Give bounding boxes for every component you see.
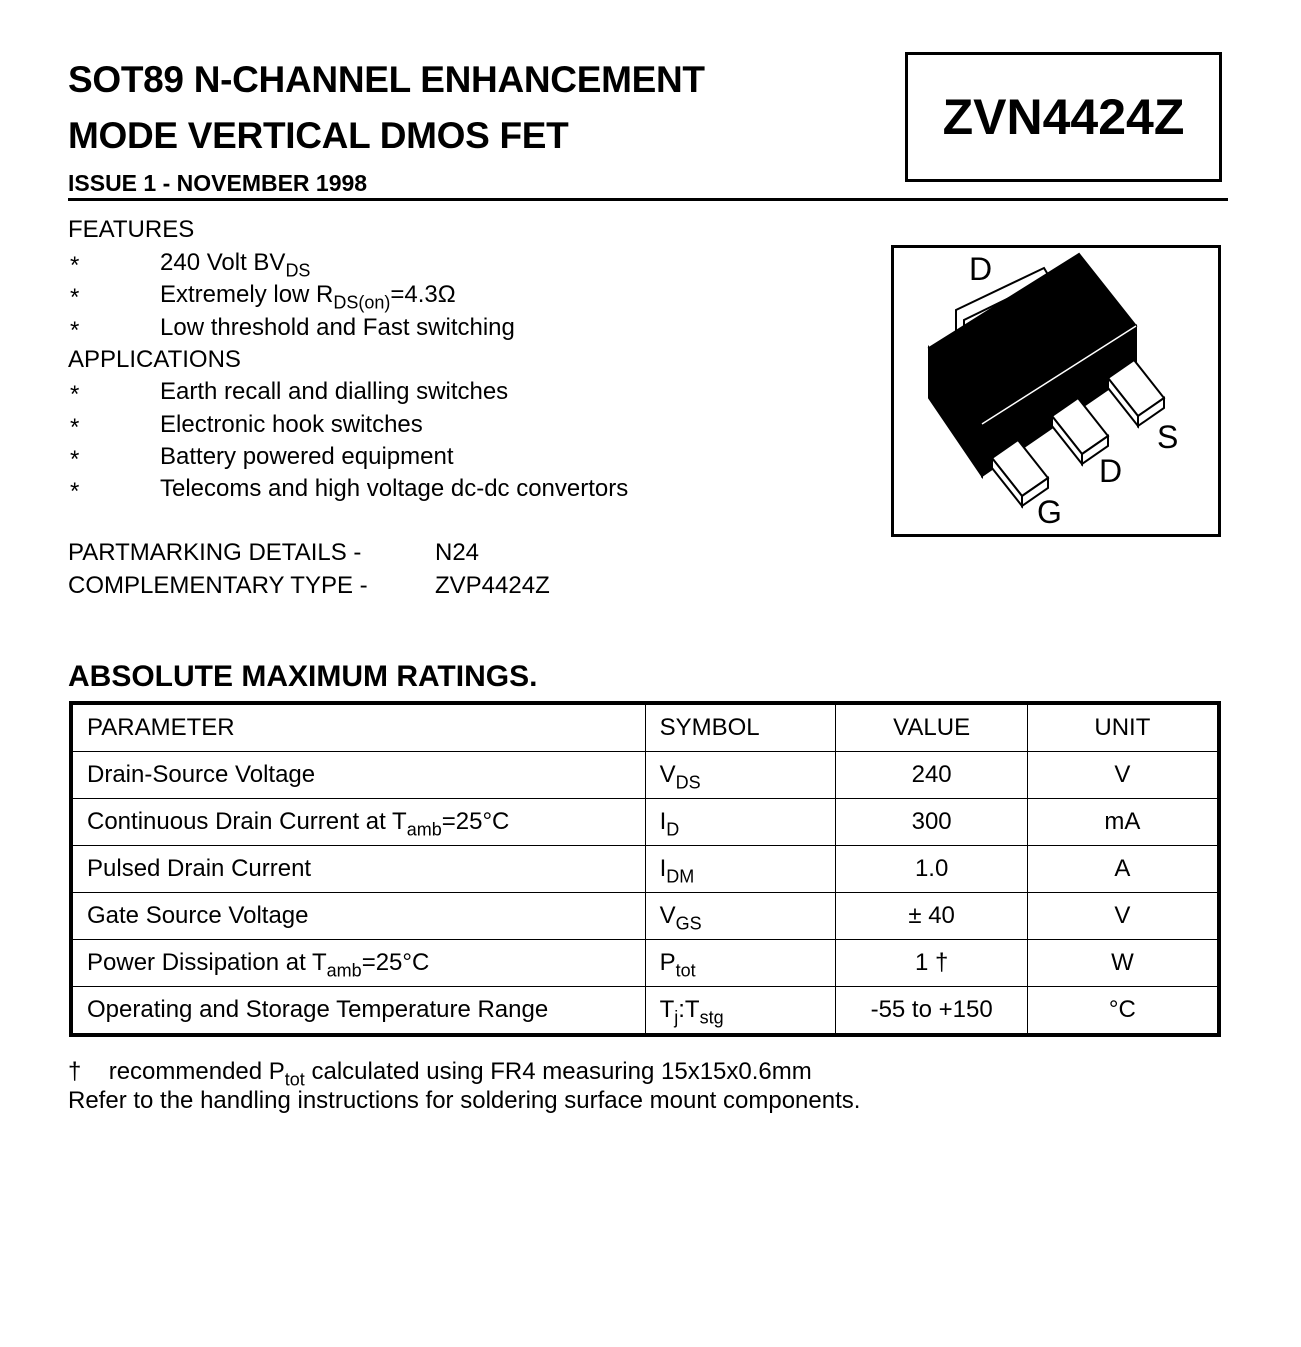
bullet: * bbox=[70, 284, 80, 311]
unit-cell: A bbox=[1027, 846, 1219, 893]
pin-label-s: S bbox=[1157, 419, 1179, 455]
package-diagram bbox=[891, 245, 1221, 537]
feature-item-1: 240 Volt $BV_{DS}$ bbox=[160, 249, 311, 281]
symbol-cell: $T_j:T_{stg}$ bbox=[645, 987, 836, 1036]
issue-line: ISSUE 1 - NOVEMBER 1998 bbox=[68, 170, 368, 196]
value-cell: ± 40 bbox=[836, 893, 1027, 940]
pin-label-d: D bbox=[1099, 453, 1123, 489]
pin-label-tab-d: D bbox=[969, 251, 993, 287]
application-item-4: Telecoms and high voltage dc-dc convertors bbox=[160, 475, 629, 502]
ratings-table bbox=[69, 701, 1221, 1037]
unit-cell: °C bbox=[1027, 987, 1219, 1036]
value-cell: 1 † bbox=[836, 940, 1027, 987]
partmarking-label: PARTMARKING DETAILS - bbox=[68, 539, 362, 566]
bullet: * bbox=[70, 478, 80, 505]
complementary-label: COMPLEMENTARY TYPE - bbox=[68, 572, 368, 599]
symbol-cell: $P_{tot}$ bbox=[645, 940, 836, 987]
complementary-value: ZVP4424Z bbox=[435, 572, 550, 599]
value-cell: -55 to +150 bbox=[836, 987, 1027, 1036]
features-heading: FEATURES bbox=[68, 216, 195, 243]
sot89-package-icon bbox=[894, 248, 1218, 534]
table-header-row bbox=[71, 703, 1219, 752]
column-header: SYMBOL bbox=[645, 703, 836, 752]
parameter-cell: Gate Source Voltage bbox=[71, 893, 645, 940]
application-item-2: Electronic hook switches bbox=[160, 411, 423, 438]
symbol-cell: $I_D$ bbox=[645, 799, 836, 846]
unit-cell: W bbox=[1027, 940, 1219, 987]
symbol-cell: $V_{GS}$ bbox=[645, 893, 836, 940]
table-row bbox=[71, 752, 1219, 799]
parameter-cell: Continuous Drain Current at $T_{amb}=25^\circ C$ bbox=[71, 799, 645, 846]
bullet: * bbox=[70, 252, 80, 279]
part-number: ZVN4424Z bbox=[942, 89, 1185, 145]
table-row bbox=[71, 987, 1219, 1036]
table-row bbox=[71, 893, 1219, 940]
part-number-box bbox=[905, 52, 1222, 182]
bullet: * bbox=[70, 317, 80, 344]
application-item-3: Battery powered equipment bbox=[160, 443, 454, 470]
bullet: * bbox=[70, 446, 80, 473]
value-cell: 240 bbox=[836, 752, 1027, 799]
title-line-2: MODE VERTICAL DMOS FET bbox=[68, 115, 569, 156]
footnote-dagger: † recommended $P_{tot}$ calculated using FR4 measuring 15x15x0.6mm bbox=[68, 1058, 812, 1090]
applications-heading: APPLICATIONS bbox=[68, 346, 241, 373]
symbol-cell: $V_{DS}$ bbox=[645, 752, 836, 799]
bullet: * bbox=[70, 414, 80, 441]
ratings-heading: ABSOLUTE MAXIMUM RATINGS. bbox=[68, 660, 538, 693]
unit-cell: V bbox=[1027, 893, 1219, 940]
column-header: VALUE bbox=[836, 703, 1027, 752]
table-row bbox=[71, 846, 1219, 893]
unit-cell: V bbox=[1027, 752, 1219, 799]
value-cell: 300 bbox=[836, 799, 1027, 846]
application-item-1: Earth recall and dialling switches bbox=[160, 378, 509, 405]
value-cell: 1.0 bbox=[836, 846, 1027, 893]
parameter-cell: Power Dissipation at $T_{amb}=25^\circ C$ bbox=[71, 940, 645, 987]
unit-cell: mA bbox=[1027, 799, 1219, 846]
document-title bbox=[68, 52, 705, 164]
symbol-cell: $I_{DM}$ bbox=[645, 846, 836, 893]
column-header: UNIT bbox=[1027, 703, 1219, 752]
bullet: * bbox=[70, 381, 80, 408]
column-header: PARAMETER bbox=[71, 703, 645, 752]
parameter-cell: Operating and Storage Temperature Range bbox=[71, 987, 645, 1036]
header-divider bbox=[68, 198, 1228, 201]
partmarking-value: N24 bbox=[435, 539, 480, 566]
table-row bbox=[71, 940, 1219, 987]
pin-label-g: G bbox=[1037, 494, 1062, 530]
parameter-cell: Drain-Source Voltage bbox=[71, 752, 645, 799]
parameter-cell: Pulsed Drain Current bbox=[71, 846, 645, 893]
title-line-1: SOT89 N-CHANNEL ENHANCEMENT bbox=[68, 59, 705, 100]
table-row bbox=[71, 799, 1219, 846]
feature-item-2: Extremely low $R_{DS(on)}=4.3\Omega$ bbox=[160, 281, 456, 313]
footnote-handling: Refer to the handling instructions for soldering surface mount components. bbox=[68, 1087, 861, 1114]
feature-item-3: Low threshold and Fast switching bbox=[160, 314, 515, 341]
